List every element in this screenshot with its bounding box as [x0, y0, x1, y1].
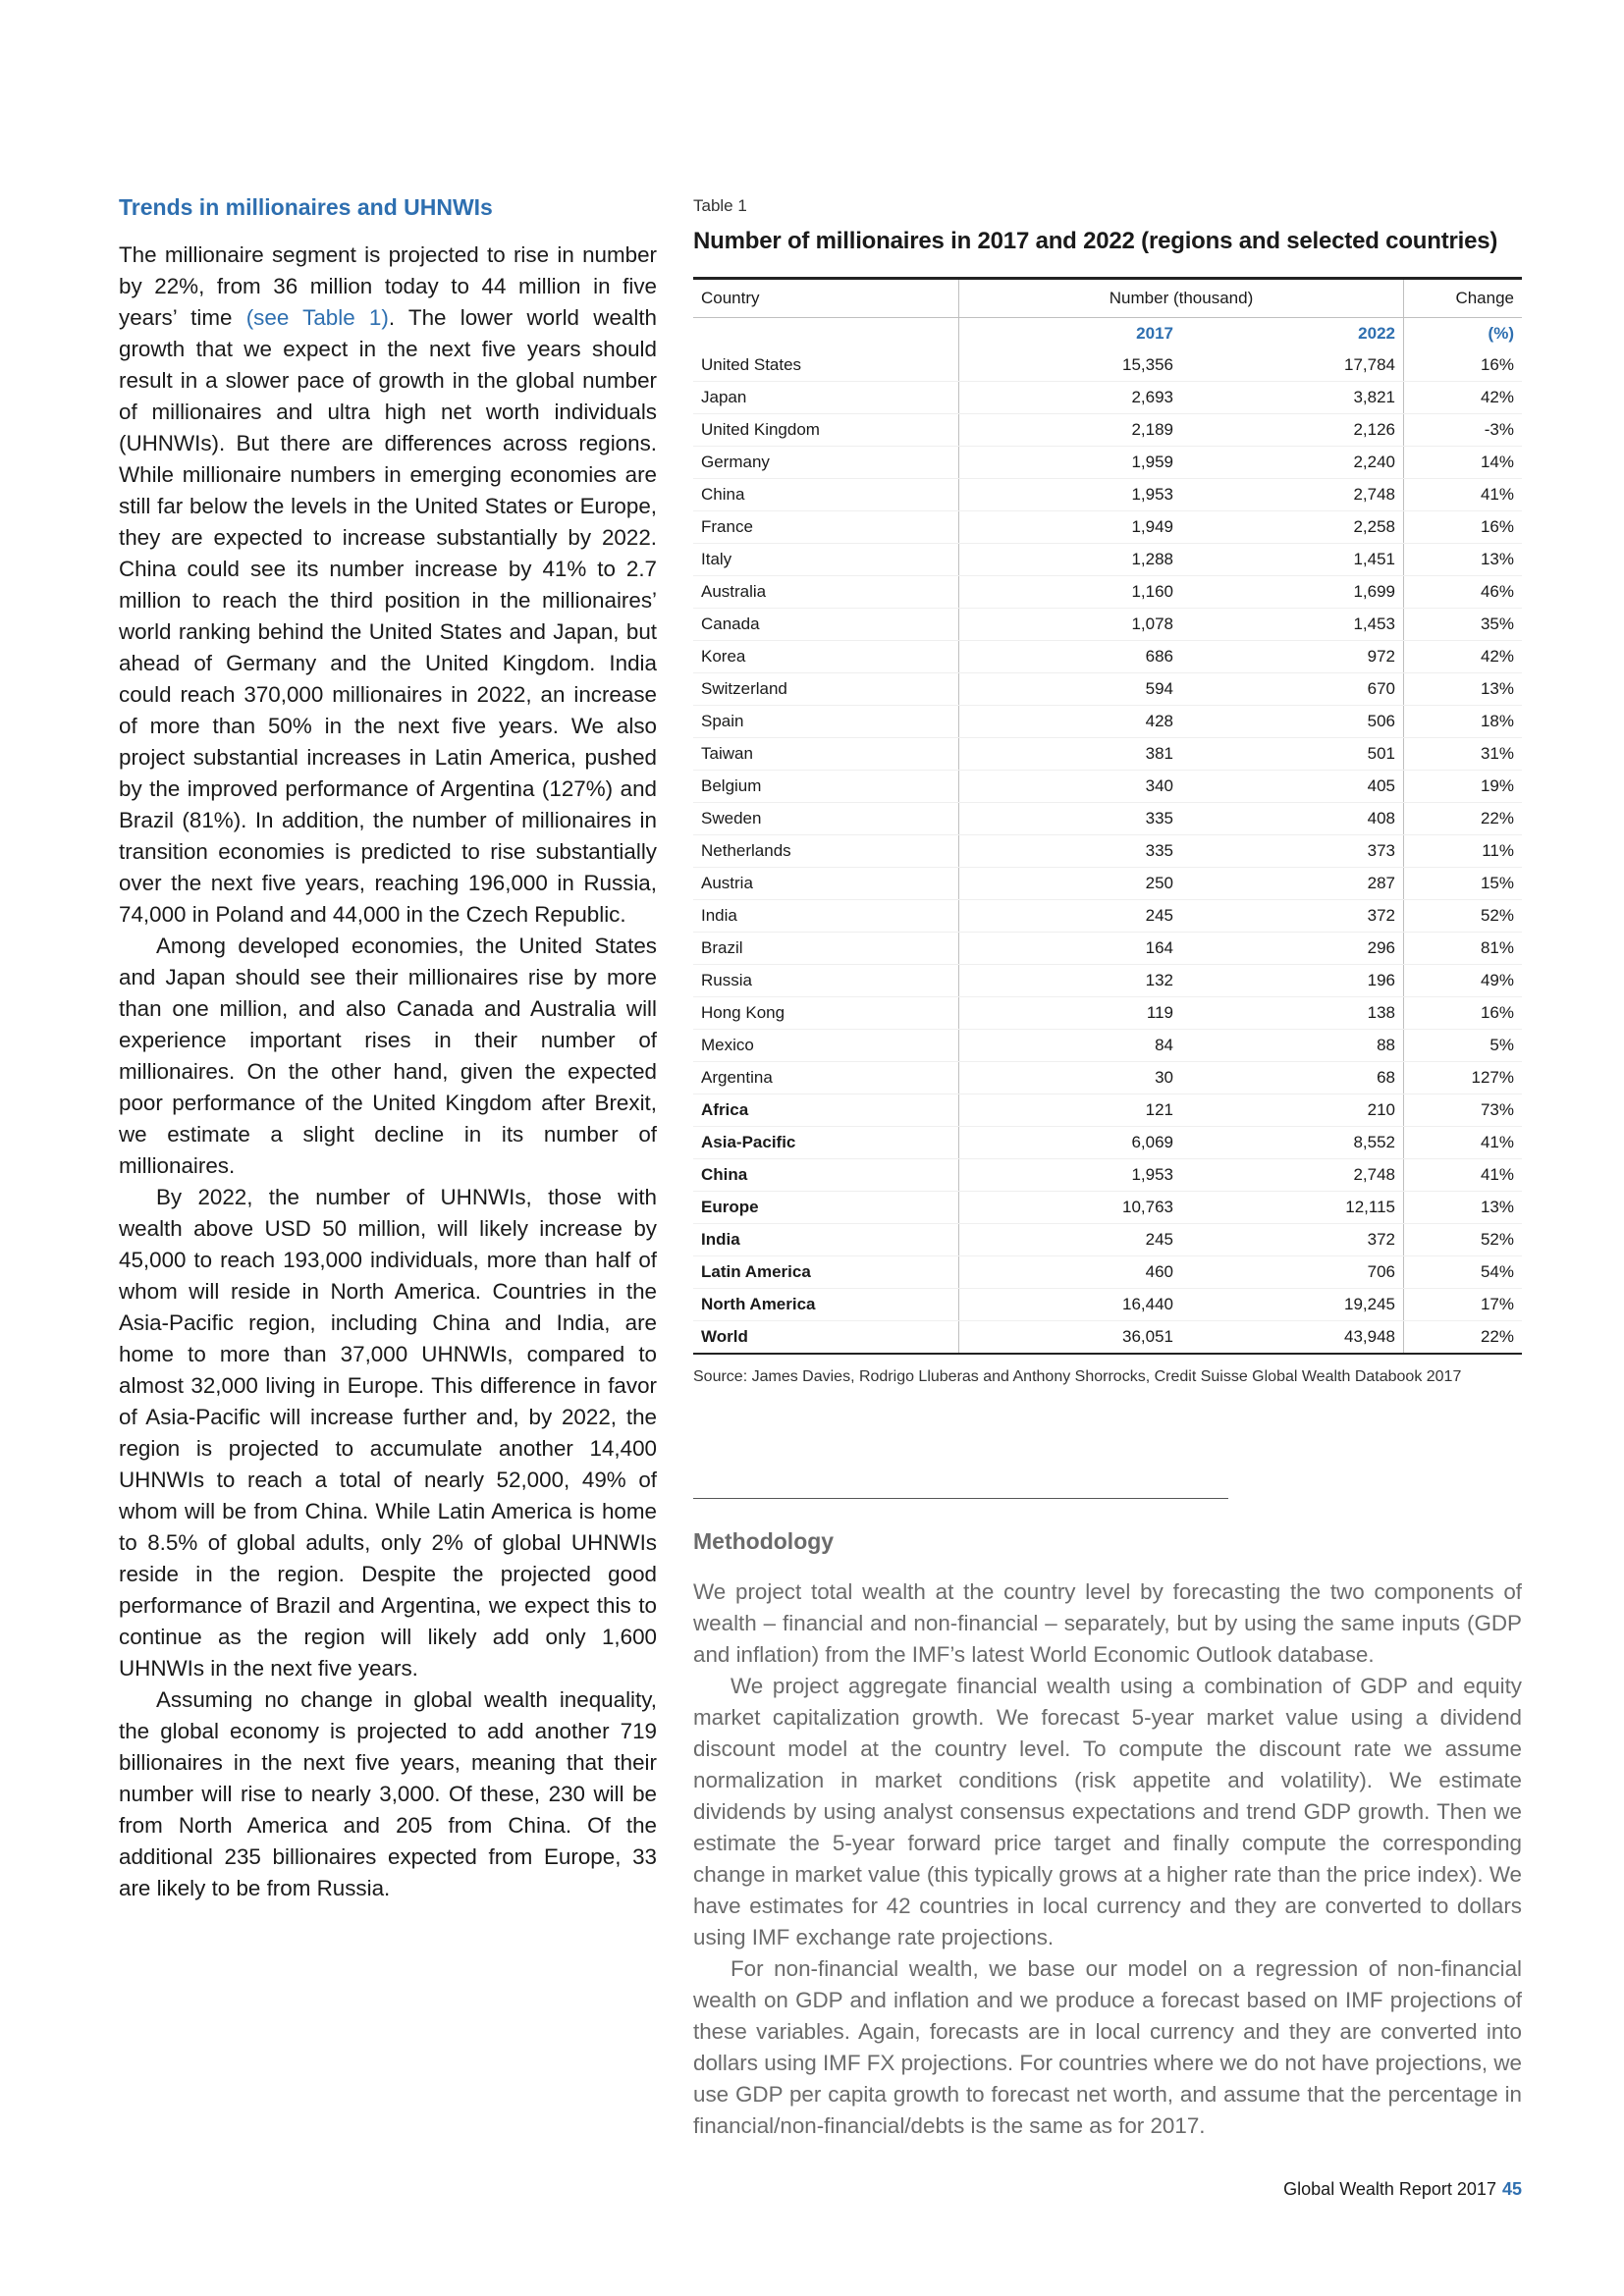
table-row: [693, 479, 1522, 511]
cell-v2022: 12,115: [1181, 1192, 1404, 1224]
region-rows: [693, 1095, 1522, 1355]
cell-v2017: 428: [959, 706, 1182, 738]
cell-change: 14%: [1404, 447, 1523, 479]
cell-change: 49%: [1404, 965, 1523, 997]
table-row: [693, 609, 1522, 641]
table-row: [693, 868, 1522, 900]
cell-change: -3%: [1404, 414, 1523, 447]
table-row: [693, 997, 1522, 1030]
table-row: [693, 1321, 1522, 1355]
cell-v2022: 210: [1181, 1095, 1404, 1127]
cell-change: 19%: [1404, 771, 1523, 803]
cell-country: Belgium: [693, 771, 959, 803]
table-row: [693, 1289, 1522, 1321]
header-number: Number (thousand): [959, 279, 1404, 318]
cell-v2022: 196: [1181, 965, 1404, 997]
cell-country: China: [693, 1159, 959, 1192]
cell-change: 11%: [1404, 835, 1523, 868]
cell-country: Italy: [693, 544, 959, 576]
cell-v2022: 405: [1181, 771, 1404, 803]
cell-change: 16%: [1404, 997, 1523, 1030]
cell-change: 81%: [1404, 933, 1523, 965]
methodology-paragraph-1: We project total wealth at the country level by forecasting the two components of wealth – financial and non-financial – separately, but by using the same inputs (GDP and inflation) from the IMF’s latest World Economic Outlook database.: [693, 1579, 1522, 1667]
cell-change: 22%: [1404, 1321, 1523, 1355]
table-row: [693, 544, 1522, 576]
cell-country: North America: [693, 1289, 959, 1321]
methodology-title: Methodology: [693, 1528, 835, 1554]
cell-country: Spain: [693, 706, 959, 738]
table-row: [693, 803, 1522, 835]
cell-v2017: 245: [959, 1224, 1182, 1256]
cell-v2022: 296: [1181, 933, 1404, 965]
cell-change: 13%: [1404, 673, 1523, 706]
divider: [693, 1498, 1228, 1499]
cell-change: 13%: [1404, 1192, 1523, 1224]
cell-v2017: 6,069: [959, 1127, 1182, 1159]
cell-v2022: 138: [1181, 997, 1404, 1030]
cell-country: France: [693, 511, 959, 544]
table-row: [693, 641, 1522, 673]
cell-country: Canada: [693, 609, 959, 641]
paragraph-4: Assuming no change in global wealth inequality, the global economy is projected to add another 719 billionaires in the next five years, meaning that their number will rise to nearly 3,000. Of these, 230 will be from North America and 205 from China. Of the additional 235 billionaires expected from Europe, 33 are likely to be from Russia.: [119, 1687, 657, 1900]
cell-v2017: 1,288: [959, 544, 1182, 576]
methodology-paragraph-2: We project aggregate financial wealth using a combination of GDP and equity market capitalization growth. We forecast 5-year market value using a dividend discount model at the country level. To compute the discount rate we assume normalization in market conditions (risk appetite and volatility). We estimate dividends by using analyst consensus expectations and trend GDP growth. Then we estimate the 5-year forward price target and finally compute the corresponding change in market value (this typically grows at a higher rate than the price index). We have estimates for 42 countries in local currency and they are converted to dollars using IMF exchange rate projections.: [693, 1674, 1522, 1949]
cell-v2022: 17,784: [1181, 349, 1404, 382]
cell-country: United States: [693, 349, 959, 382]
cell-v2017: 335: [959, 803, 1182, 835]
cell-change: 18%: [1404, 706, 1523, 738]
main-article: [119, 192, 657, 1904]
table-row: [693, 511, 1522, 544]
table-row: [693, 1159, 1522, 1192]
cell-change: 42%: [1404, 382, 1523, 414]
cell-country: Asia-Pacific: [693, 1127, 959, 1159]
report-name: Global Wealth Report 2017: [1283, 2179, 1496, 2199]
cell-change: 22%: [1404, 803, 1523, 835]
methodology-paragraph-3: For non-financial wealth, we base our model on a regression of non-financial wealth on GDP and inflation and we produce a forecast based on IMF projections of these variables. Again, forecasts are in local currency and they are converted into dollars using IMF FX projections. For countries where we do not have projections, we use GDP per capita growth to forecast net worth, and assume that the percentage in financial/non-financial/debts is the same as for 2017.: [693, 1956, 1522, 2138]
cell-change: 46%: [1404, 576, 1523, 609]
cell-country: United Kingdom: [693, 414, 959, 447]
paragraph-2: Among developed economies, the United States and Japan should see their millionaires rise by more than one million, and also Canada and Australia will experience important rises in their number of millionaires. On the other hand, given the expected poor performance of the United Kingdom after Brexit, we estimate a slight decline in its number of millionaires.: [119, 934, 657, 1178]
country-rows: [693, 349, 1522, 1095]
cell-change: 127%: [1404, 1062, 1523, 1095]
table-row: [693, 1256, 1522, 1289]
page-number: 45: [1501, 2179, 1522, 2199]
cell-v2022: 1,699: [1181, 576, 1404, 609]
cell-country: World: [693, 1321, 959, 1355]
table-reference-link[interactable]: (see Table 1): [245, 305, 389, 330]
cell-v2022: 19,245: [1181, 1289, 1404, 1321]
cell-change: 52%: [1404, 900, 1523, 933]
cell-change: 52%: [1404, 1224, 1523, 1256]
cell-v2017: 2,693: [959, 382, 1182, 414]
cell-v2022: 2,748: [1181, 479, 1404, 511]
cell-v2017: 16,440: [959, 1289, 1182, 1321]
cell-v2022: 3,821: [1181, 382, 1404, 414]
cell-country: Netherlands: [693, 835, 959, 868]
cell-v2017: 30: [959, 1062, 1182, 1095]
cell-v2017: 250: [959, 868, 1182, 900]
section-title: Trends in millionaires and UHNWIs: [119, 194, 493, 220]
cell-v2017: 1,160: [959, 576, 1182, 609]
cell-v2022: 2,126: [1181, 414, 1404, 447]
cell-v2022: 972: [1181, 641, 1404, 673]
cell-change: 5%: [1404, 1030, 1523, 1062]
cell-v2022: 670: [1181, 673, 1404, 706]
cell-country: Switzerland: [693, 673, 959, 706]
cell-v2017: 164: [959, 933, 1182, 965]
cell-v2017: 1,959: [959, 447, 1182, 479]
header-2022: 2022: [1181, 318, 1404, 350]
cell-country: Australia: [693, 576, 959, 609]
cell-change: 41%: [1404, 1159, 1523, 1192]
cell-country: Argentina: [693, 1062, 959, 1095]
cell-v2017: 340: [959, 771, 1182, 803]
cell-country: Russia: [693, 965, 959, 997]
cell-v2017: 2,189: [959, 414, 1182, 447]
header-change: Change: [1404, 279, 1523, 318]
cell-v2017: 132: [959, 965, 1182, 997]
page-footer: [1283, 2179, 1522, 2200]
table-row: [693, 1224, 1522, 1256]
cell-v2022: 706: [1181, 1256, 1404, 1289]
table-title: Number of millionaires in 2017 and 2022 (regions and selected countries): [693, 228, 1498, 254]
cell-v2022: 68: [1181, 1062, 1404, 1095]
cell-country: Africa: [693, 1095, 959, 1127]
cell-v2017: 245: [959, 900, 1182, 933]
table-row: [693, 447, 1522, 479]
table-row: [693, 414, 1522, 447]
cell-v2017: 594: [959, 673, 1182, 706]
table-row: [693, 965, 1522, 997]
cell-change: 17%: [1404, 1289, 1523, 1321]
cell-country: China: [693, 479, 959, 511]
methodology-section: [693, 1498, 1522, 2142]
table-row: [693, 1062, 1522, 1095]
article-body: [119, 240, 657, 1904]
cell-change: 35%: [1404, 609, 1523, 641]
header-pct: (%): [1488, 324, 1514, 343]
table-row: [693, 1095, 1522, 1127]
cell-country: Korea: [693, 641, 959, 673]
table-row: [693, 673, 1522, 706]
header-country: Country: [693, 279, 959, 318]
cell-change: 15%: [1404, 868, 1523, 900]
table-subheader-row: [693, 318, 1522, 350]
table-row: [693, 706, 1522, 738]
cell-country: Taiwan: [693, 738, 959, 771]
cell-country: India: [693, 900, 959, 933]
table-row: [693, 771, 1522, 803]
cell-country: Latin America: [693, 1256, 959, 1289]
cell-v2017: 36,051: [959, 1321, 1182, 1355]
cell-v2022: 88: [1181, 1030, 1404, 1062]
paragraph-3: By 2022, the number of UHNWIs, those with wealth above USD 50 million, will likely increase by 45,000 to reach 193,000 individuals, more than half of whom will reside in North America. Countries in the Asia-Pacific region, including China and India, are home to more than 37,000 UHNWIs, compared to almost 32,000 living in Europe. This difference in favor of Asia-Pacific will increase further and, by 2022, the region is projected to accumulate another 14,400 UHNWIs to reach a total of nearly 52,000, 49% of whom will be from China. While Latin America is home to 8.5% of global adults, only 2% of global UHNWIs reside in the region. Despite the projected good performance of Brazil and Argentina, we expect this to continue as the region will likely add only 1,600 UHNWIs in the next five years.: [119, 1185, 657, 1681]
cell-v2017: 686: [959, 641, 1182, 673]
cell-change: 16%: [1404, 511, 1523, 544]
cell-v2022: 372: [1181, 900, 1404, 933]
cell-v2022: 373: [1181, 835, 1404, 868]
paragraph-1-end: . The lower world wealth growth that we expect in the next five years should result in a slower pace of growth in the global number of millionaires and ultra high net worth individuals (UHNWIs). But there are differences across regions. While millionaire numbers in emerging economies are still far below the levels in the United States or Europe, they are expected to increase substantially by 2022. China could see its number increase by 41% to 2.7 million to reach the third position in the millionaires’ world ranking behind the United States and Japan, but ahead of Germany and the United Kingdom. India could reach 370,000 millionaires in 2022, an increase of more than 50% in the next five years. We also project substantial increases in Latin America, pushed by the improved performance of Argentina (127%) and Brazil (81%). In addition, the number of millionaires in transition economies is predicted to rise substantially over the next five years, reaching 196,000 in Russia, 74,000 in Poland and 44,000 in the Czech Republic.: [119, 305, 657, 927]
cell-v2022: 372: [1181, 1224, 1404, 1256]
cell-v2017: 460: [959, 1256, 1182, 1289]
table-header-row: [693, 279, 1522, 318]
cell-v2017: 1,953: [959, 479, 1182, 511]
cell-country: India: [693, 1224, 959, 1256]
cell-change: 16%: [1404, 349, 1523, 382]
table-row: [693, 576, 1522, 609]
cell-country: Austria: [693, 868, 959, 900]
cell-change: 13%: [1404, 544, 1523, 576]
table-row: [693, 349, 1522, 382]
cell-change: 54%: [1404, 1256, 1523, 1289]
table-section: [693, 196, 1522, 1386]
cell-v2022: 1,453: [1181, 609, 1404, 641]
cell-country: Sweden: [693, 803, 959, 835]
cell-v2022: 2,748: [1181, 1159, 1404, 1192]
table-source: Source: James Davies, Rodrigo Lluberas and Anthony Shorrocks, Credit Suisse Global Wealth Databook 2017: [693, 1368, 1462, 1385]
cell-country: Germany: [693, 447, 959, 479]
cell-country: Brazil: [693, 933, 959, 965]
cell-v2017: 1,949: [959, 511, 1182, 544]
cell-v2022: 506: [1181, 706, 1404, 738]
cell-v2017: 10,763: [959, 1192, 1182, 1224]
cell-v2022: 501: [1181, 738, 1404, 771]
cell-change: 41%: [1404, 479, 1523, 511]
cell-v2017: 84: [959, 1030, 1182, 1062]
cell-v2017: 15,356: [959, 349, 1182, 382]
table-row: [693, 1127, 1522, 1159]
cell-country: Europe: [693, 1192, 959, 1224]
cell-change: 73%: [1404, 1095, 1523, 1127]
cell-v2017: 335: [959, 835, 1182, 868]
cell-v2022: 2,240: [1181, 447, 1404, 479]
cell-country: Japan: [693, 382, 959, 414]
header-empty: [693, 318, 959, 350]
cell-v2017: 1,078: [959, 609, 1182, 641]
table-row: [693, 835, 1522, 868]
cell-v2022: 2,258: [1181, 511, 1404, 544]
cell-v2022: 43,948: [1181, 1321, 1404, 1355]
cell-v2022: 1,451: [1181, 544, 1404, 576]
cell-country: Hong Kong: [693, 997, 959, 1030]
cell-change: 31%: [1404, 738, 1523, 771]
paragraph-1-start: The millionaire segment is projected to rise in number by 22%, from 36 million today to 44 million in five years’ time: [119, 242, 657, 330]
table-row: [693, 382, 1522, 414]
cell-change: 42%: [1404, 641, 1523, 673]
header-2017: 2017: [1136, 324, 1173, 343]
cell-v2022: 287: [1181, 868, 1404, 900]
table-label: Table 1: [693, 196, 747, 215]
cell-v2017: 119: [959, 997, 1182, 1030]
cell-v2017: 1,953: [959, 1159, 1182, 1192]
cell-v2017: 121: [959, 1095, 1182, 1127]
cell-country: Mexico: [693, 1030, 959, 1062]
paragraph-1: [119, 240, 657, 931]
millionaires-table: [693, 277, 1522, 1355]
cell-v2022: 408: [1181, 803, 1404, 835]
table-row: [693, 1192, 1522, 1224]
table-row: [693, 1030, 1522, 1062]
table-row: [693, 738, 1522, 771]
cell-v2022: 8,552: [1181, 1127, 1404, 1159]
cell-v2017: 381: [959, 738, 1182, 771]
cell-change: 41%: [1404, 1127, 1523, 1159]
table-row: [693, 900, 1522, 933]
table-row: [693, 933, 1522, 965]
